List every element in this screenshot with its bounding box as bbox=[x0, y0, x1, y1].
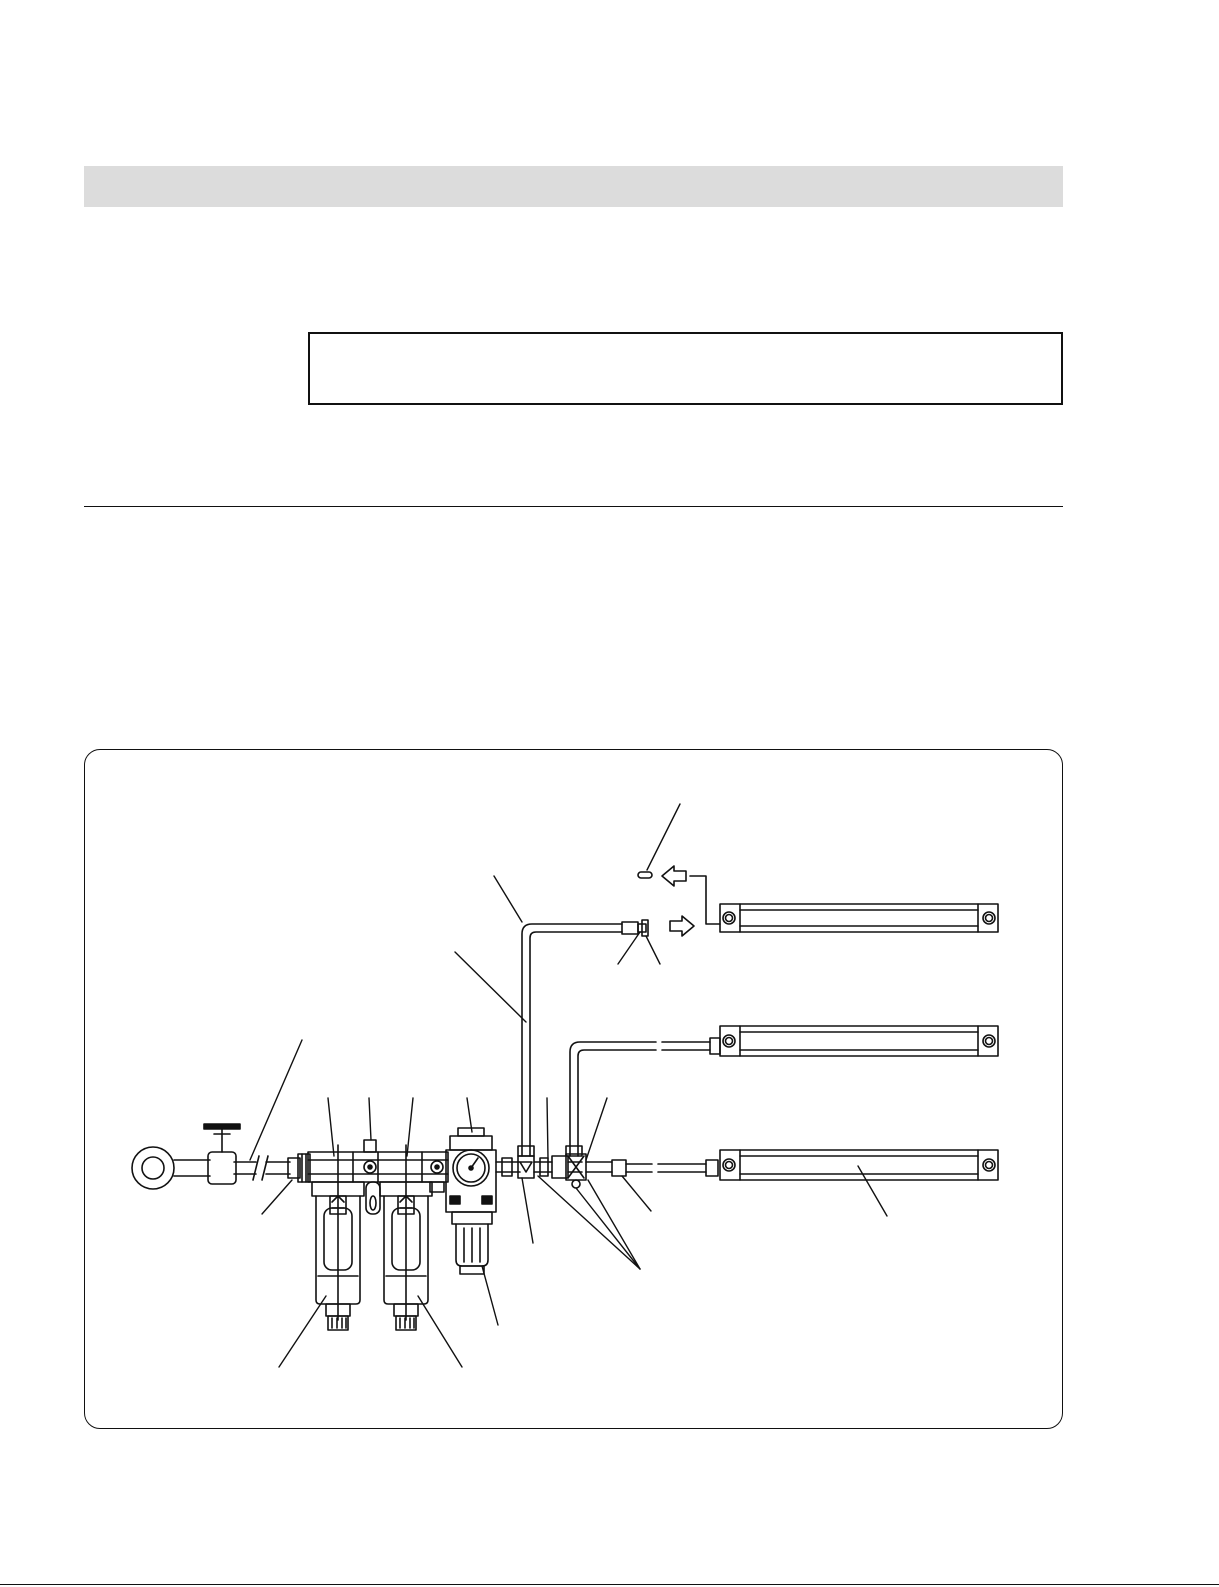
shutoff-valve bbox=[204, 1124, 240, 1184]
outlet-piping bbox=[496, 1158, 520, 1176]
air-filter-2 bbox=[380, 1145, 432, 1330]
inlet-fitting bbox=[288, 1154, 310, 1182]
blow-nozzle bbox=[622, 872, 652, 936]
cylinder-bottom bbox=[720, 1150, 998, 1180]
ring-eye-fitting bbox=[132, 1147, 174, 1189]
regulator-with-gauge bbox=[446, 1128, 496, 1274]
supply-pipe bbox=[174, 1156, 290, 1180]
cylinder-middle bbox=[720, 1026, 998, 1056]
flow-arrow-out bbox=[670, 916, 694, 936]
callout-lines bbox=[250, 804, 887, 1367]
air-filter-1 bbox=[312, 1145, 364, 1330]
middle-tube bbox=[566, 1038, 720, 1156]
manifold-body bbox=[308, 1140, 448, 1214]
flow-arrow-in bbox=[662, 866, 720, 924]
quick-coupler bbox=[586, 1160, 718, 1176]
cylinder-top bbox=[720, 904, 998, 932]
page-bottom-rule bbox=[0, 1584, 1219, 1585]
tee-fittings bbox=[518, 1154, 586, 1188]
